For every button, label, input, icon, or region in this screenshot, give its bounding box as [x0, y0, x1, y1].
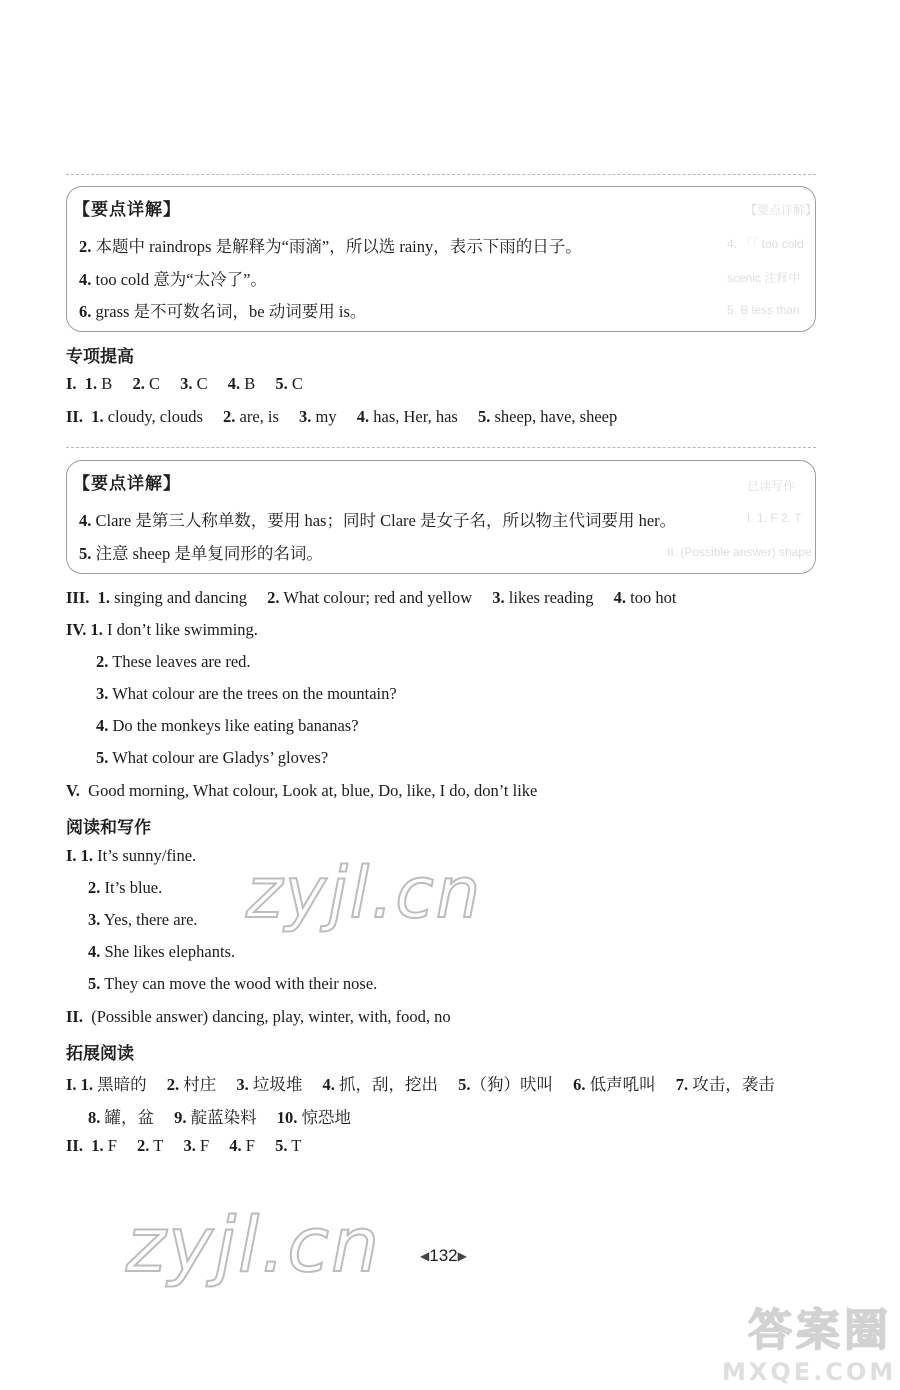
answer-row: 5. They can move the wood with their nose. — [88, 974, 378, 993]
note-line: 4. too cold 意为“太冷了”。 — [79, 270, 267, 289]
corner-watermark-logo: 答案圈 MXQE.COM — [722, 1305, 897, 1386]
left-triangle-icon: ◀ — [420, 1249, 430, 1263]
answer-row: II. (Possible answer) dancing, play, winter, with, food, no — [66, 1007, 451, 1026]
watermark: zyjl.cn — [246, 852, 483, 934]
key-points-heading: 【要点详解】 — [73, 200, 181, 220]
answer-row: II. 1. cloudy, clouds 2. are, is 3. my 4. has, Her, has 5. sheep, have, sheep — [66, 407, 618, 426]
key-points-heading: 【要点详解】 — [73, 474, 181, 494]
page-number: ◀132▶ — [420, 1246, 467, 1265]
dashed-divider — [66, 447, 816, 448]
bleed-through-text: 5. B less than — [727, 303, 800, 317]
answer-row: I. 1. B 2. C 3. C 4. B 5. C — [66, 374, 303, 393]
answer-row: II. 1. F 2. T 3. F 4. F 5. T — [66, 1136, 302, 1155]
answer-row: 4. Do the monkeys like eating bananas? — [96, 716, 359, 735]
answer-row: 3. Yes, there are. — [88, 910, 198, 929]
answer-row: 5. What colour are Gladys’ gloves? — [96, 748, 329, 767]
section-heading-reading: 阅读和写作 — [66, 818, 151, 838]
answer-row: 2. It’s blue. — [88, 878, 163, 897]
bleed-through-text: 4. 「「 too cold — [727, 237, 804, 251]
answer-row: 4. She likes elephants. — [88, 942, 236, 961]
bleed-through-text: 【要点详解】 — [745, 203, 818, 217]
note-line: 2. 本题中 raindrops 是解释为“雨滴”，所以选 rainy，表示下雨的日子。 — [79, 237, 582, 256]
answer-row: 8. 罐，盆 9. 靛蓝染料 10. 惊恐地 — [88, 1108, 351, 1127]
section-heading-extended: 拓展阅读 — [66, 1044, 134, 1064]
watermark: zyjl.cn — [126, 1200, 382, 1289]
answer-row: I. 1. It’s sunny/fine. — [66, 846, 197, 865]
bleed-through-text: II. (Possible answer) shape — [667, 545, 812, 559]
note-line: 5. 注意 sheep 是单复同形的名词。 — [79, 544, 323, 563]
answer-row: 2. These leaves are red. — [96, 652, 251, 671]
answer-row: I. 1. 黑暗的 2. 村庄 3. 垃圾堆 4. 抓，刮，挖出 5.（狗）吠叫 6. 低声吼叫 7. 攻击，袭击 — [66, 1075, 775, 1094]
key-points-box — [66, 186, 816, 332]
key-points-box — [66, 460, 816, 574]
right-triangle-icon: ▶ — [457, 1249, 467, 1263]
note-line: 6. grass 是不可数名词，be 动词要用 is。 — [79, 302, 367, 321]
section-heading-special: 专项提高 — [66, 347, 134, 367]
answer-row: V. Good morning, What colour, Look at, blue, Do, like, I do, don’t like — [66, 781, 538, 800]
bleed-through-text: 已读写作 — [747, 479, 796, 493]
dashed-divider — [66, 174, 816, 175]
note-line: 4. Clare 是第三人称单数，要用 has；同时 Clare 是女子名，所以物主代词要用 her。 — [79, 511, 677, 530]
answer-row: IV. 1. I don’t like swimming. — [66, 620, 258, 639]
answer-row: 3. What colour are the trees on the mountain? — [96, 684, 397, 703]
answer-row: III. 1. singing and dancing 2. What colour; red and yellow 3. likes reading 4. too hot — [66, 588, 677, 607]
bleed-through-text: scenic 注释中 — [727, 271, 801, 285]
bleed-through-text: I. 1. F 2. T — [747, 511, 802, 525]
